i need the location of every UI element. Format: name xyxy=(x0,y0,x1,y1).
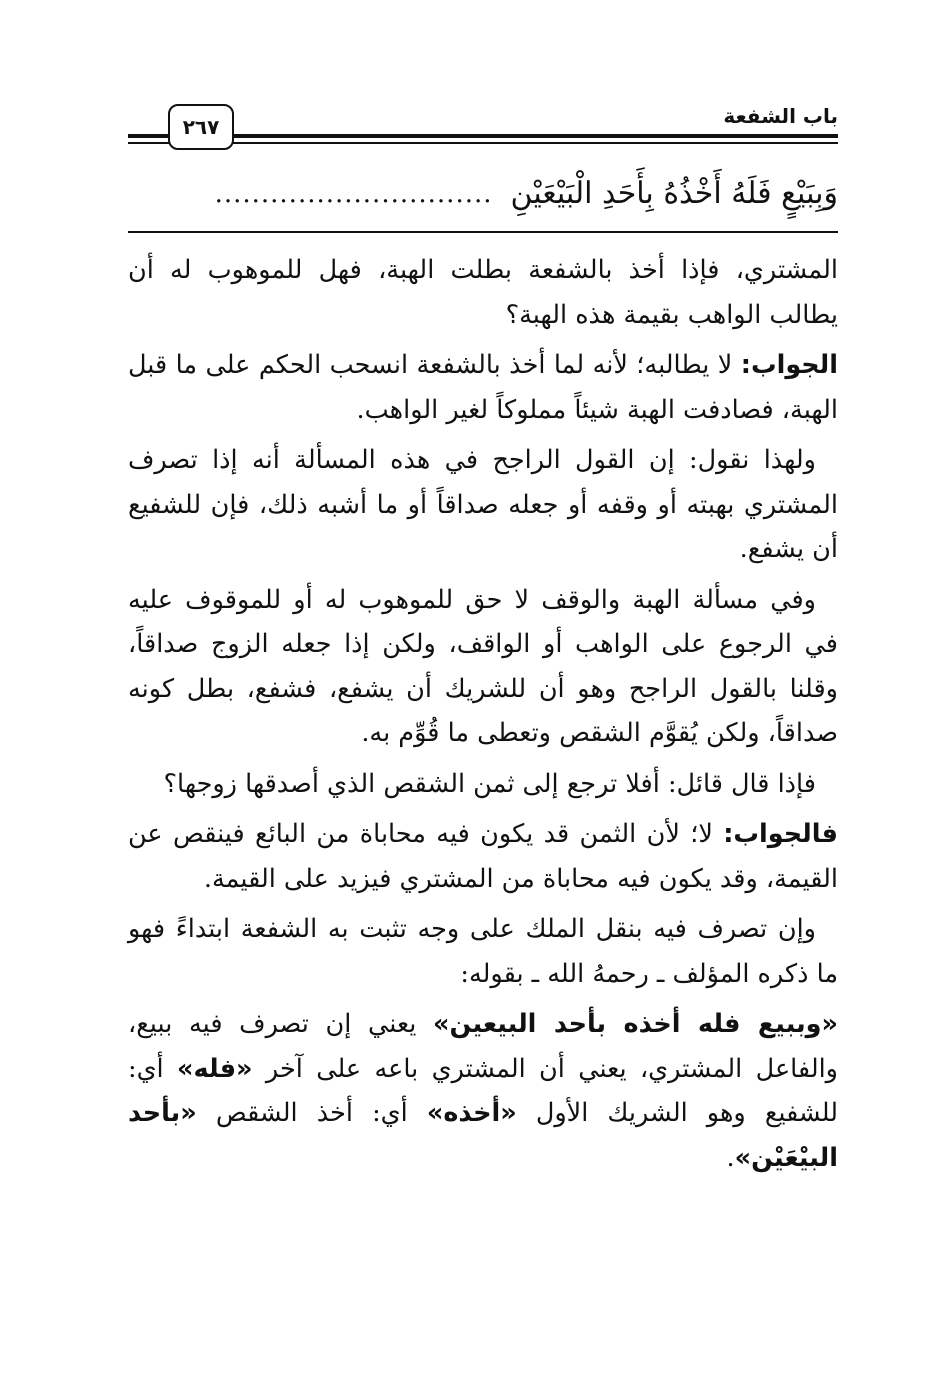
paragraph-2-text: لا يطالبه؛ لأنه لما أخذ بالشفعة انسحب الحكم على ما قبل الهبة، فصادفت الهبة شيئاً مملوكاً لغير الواهب. xyxy=(128,350,838,425)
quote-falahu: «فله» xyxy=(177,1053,253,1084)
paragraph-8-text-c: أي: أخذ الشقص xyxy=(196,1098,427,1128)
paragraph-8-text-d: . xyxy=(726,1142,735,1173)
matn-line xyxy=(128,166,838,222)
paragraph-1 xyxy=(128,248,838,337)
paragraph-3 xyxy=(128,438,838,572)
paragraph-5 xyxy=(128,762,838,807)
matn-dots: .............................. xyxy=(214,179,493,209)
paragraph-6 xyxy=(128,812,838,901)
paragraph-8 xyxy=(128,1002,838,1180)
paragraph-8-text-a: يعني إن تصرف فيه ببيع، والفاعل المشتري، يعني أن المشتري باعه على آخر xyxy=(128,1009,838,1084)
answer-label: الجواب: xyxy=(740,350,838,380)
paragraph-6-text: لا؛ لأن الثمن قد يكون فيه محاباة من البائع فينقص عن القيمة، وقد يكون فيه محاباة من المشتري فيزيد على القيمة. xyxy=(128,819,838,894)
header-rule xyxy=(128,134,838,138)
quote-akhdhuhu: «أخذه» xyxy=(426,1098,517,1128)
answer-label-2: فالجواب: xyxy=(723,819,838,849)
commentary-body xyxy=(128,248,838,1186)
paragraph-5-text: فإذا قال قائل: أفلا ترجع إلى ثمن الشقص الذي أصدقها زوجها؟ xyxy=(163,768,816,799)
chapter-title: باب الشفعة xyxy=(723,104,838,128)
matn-text: وَبِبَيْعٍ فَلَهُ أَخْذُهُ بِأَحَدِ الْبَيْعَيْنِ xyxy=(510,176,838,211)
paragraph-3-text: ولهذا نقول: إن القول الراجح في هذه المسألة أنه إذا تصرف المشتري بهبته أو وقفه أو جعله صداقاً أو ما أشبه ذلك، فإن للشفيع أن يشفع. xyxy=(128,445,838,564)
paragraph-8-text-b: أي: للشفيع وهو الشريك الأول xyxy=(128,1053,838,1128)
page-number: ٢٦٧ xyxy=(168,104,234,150)
paragraph-7 xyxy=(128,907,838,996)
page-header xyxy=(128,96,838,156)
paragraph-4 xyxy=(128,578,838,756)
matn-divider xyxy=(128,231,838,233)
paragraph-1-text: المشتري، فإذا أخذ بالشفعة بطلت الهبة، فهل للموهوب له أن يطالب الواهب بقيمة هذه الهبة؟ xyxy=(128,255,838,330)
quote-matn: «وببيع فله أخذه بأحد البيعين» xyxy=(433,1009,839,1039)
paragraph-2 xyxy=(128,343,838,432)
quote-bi-ahad: «بأحد البيْعَيْن» xyxy=(128,1098,838,1173)
paragraph-4-text: وفي مسألة الهبة والوقف لا حق للموهوب له أو للموقوف عليه في الرجوع على الواهب أو الواقف، ولكن إذا جعله الزوج صداقاً، وقلنا بالقول الراجح وهو أن للشريك أن يشفع، فشفع، بطل كونه صداقاً، ولكن يُقوَّم الشقص وتعطى ما قُوِّم به. xyxy=(128,584,838,748)
paragraph-7-text: وإن تصرف فيه بنقل الملك على وجه تثبت به الشفعة ابتداءً فهو ما ذكره المؤلف ـ رحمهُ الله ـ بقوله: xyxy=(128,914,838,989)
header-rule-thin xyxy=(128,142,838,144)
